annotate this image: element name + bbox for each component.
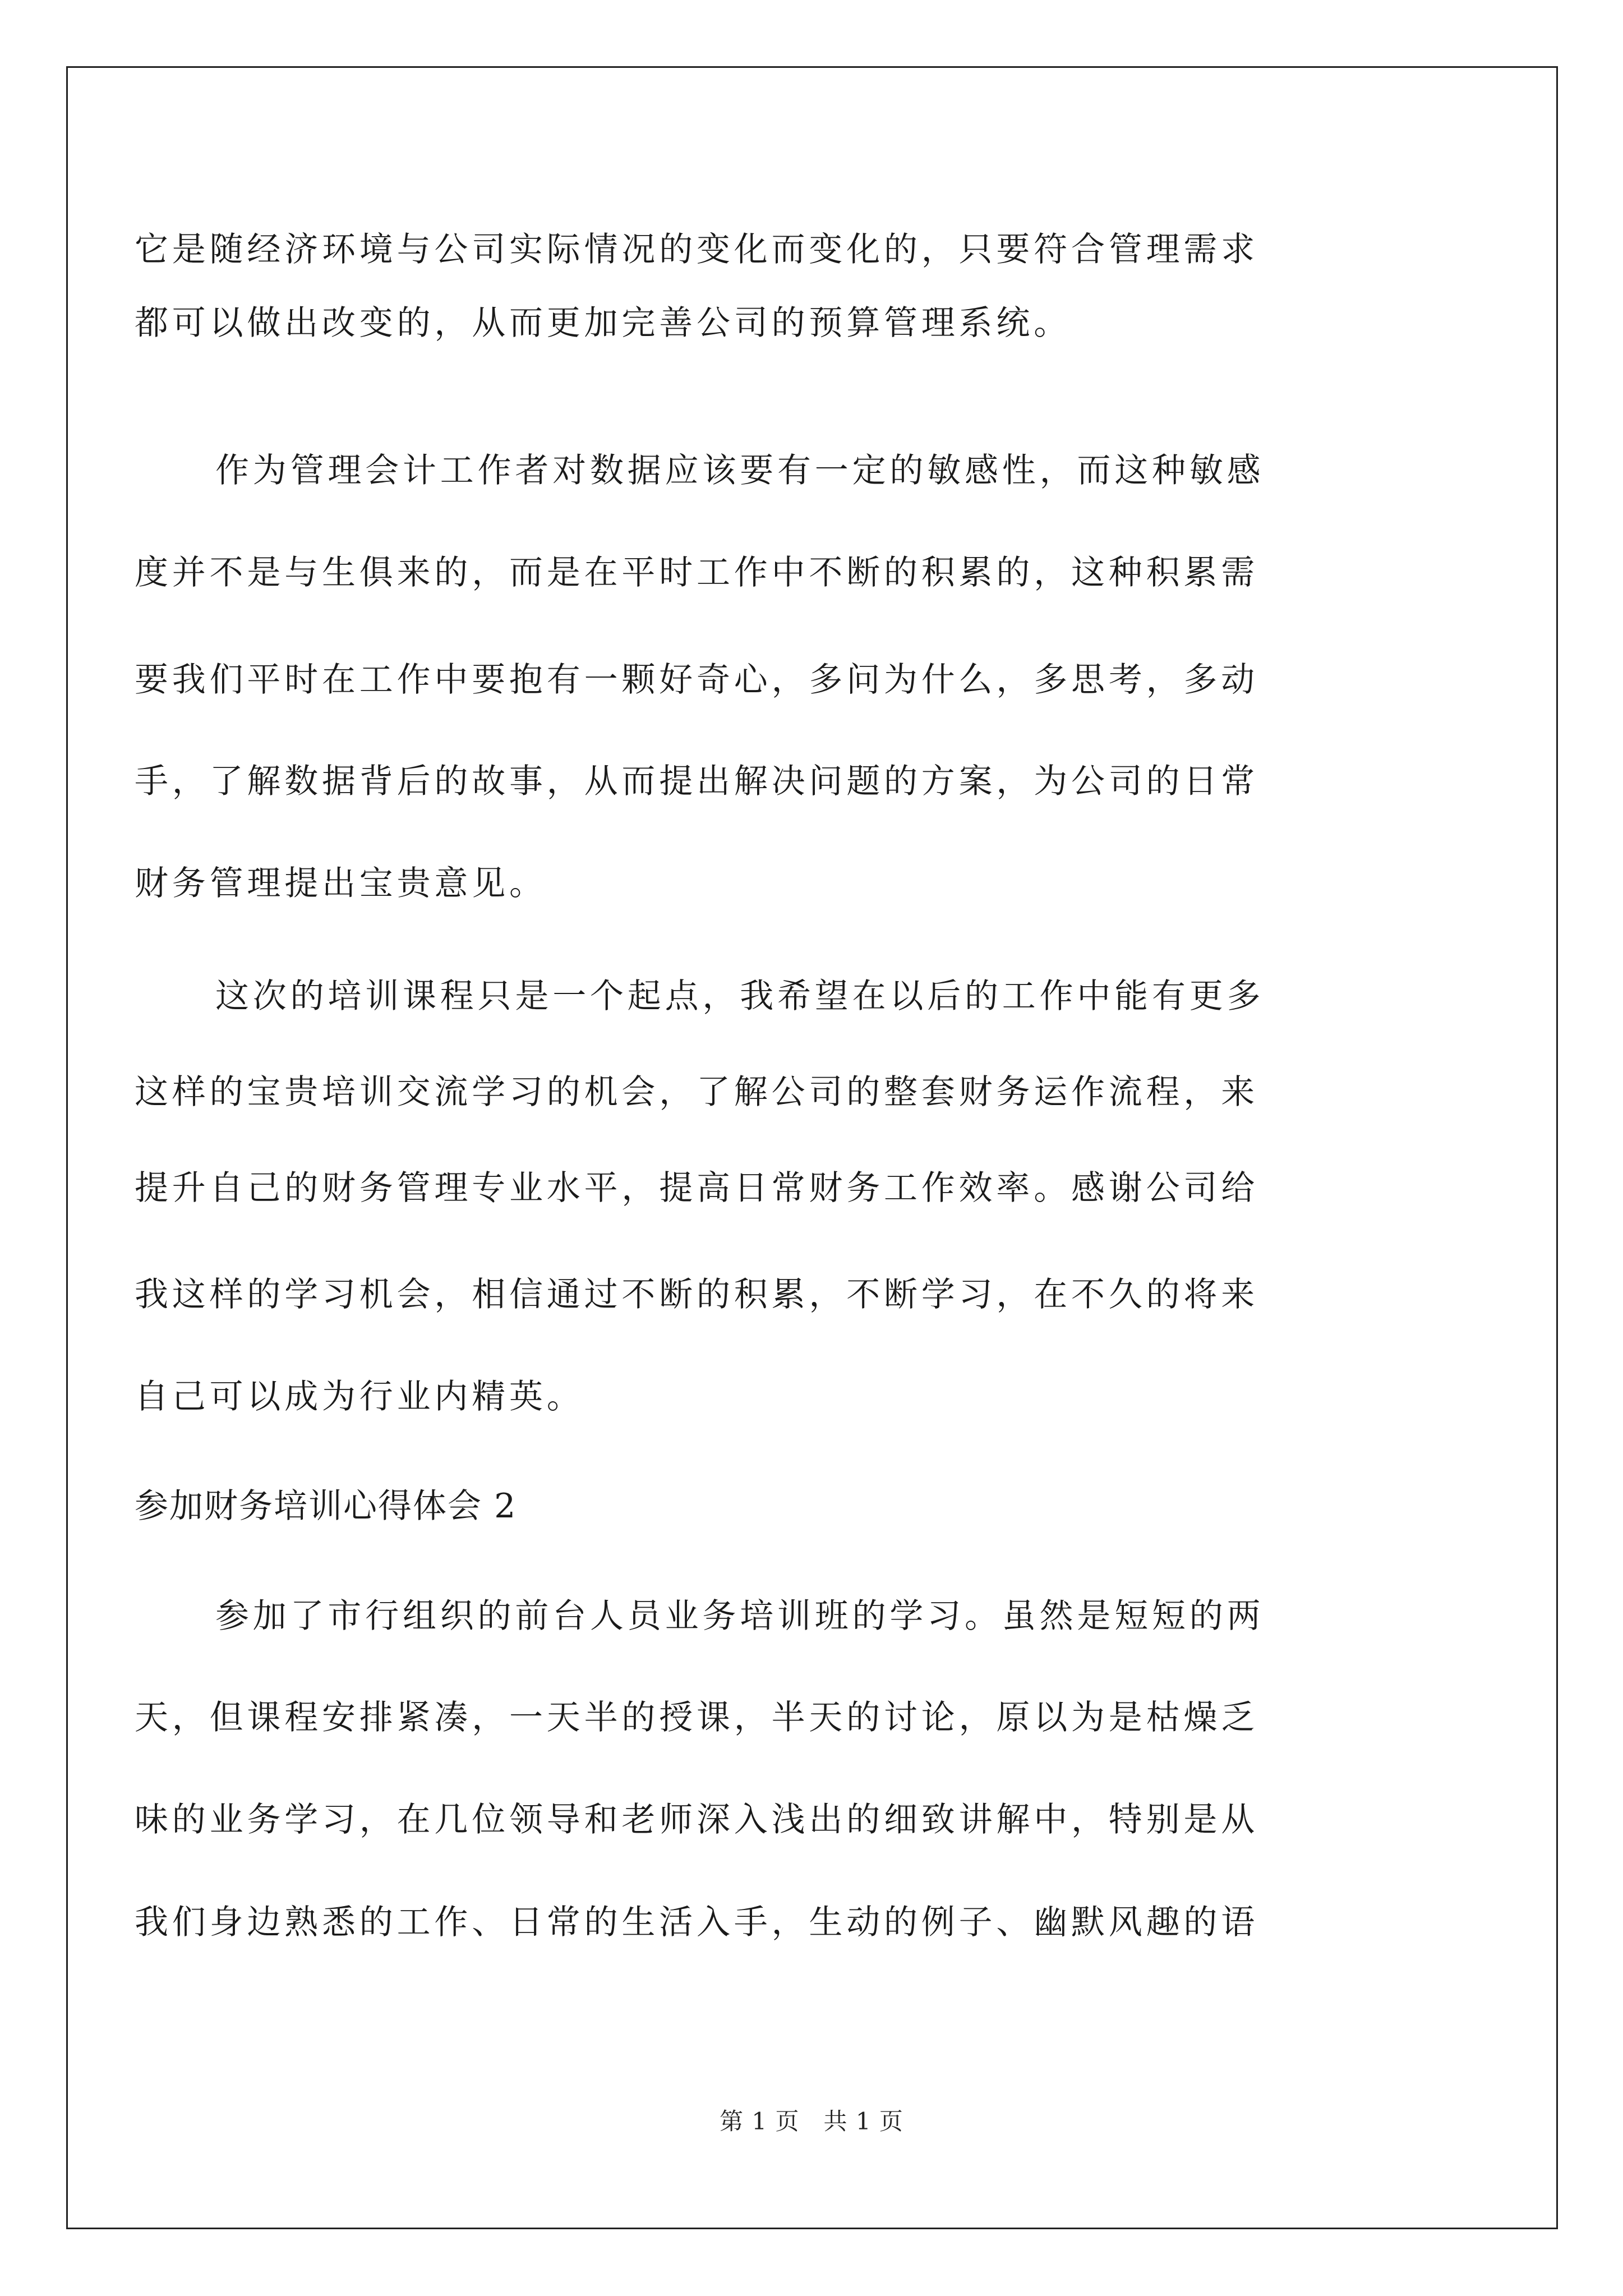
text-line: 味的业务学习，在几位领导和老师深入浅出的细致讲解中，特别是从 <box>135 1800 1258 1839</box>
text-line: 自己可以成为行业内精英。 <box>135 1377 584 1416</box>
text-line: 参加了市行组织的前台人员业务培训班的学习。虽然是短短的两 <box>215 1596 1265 1636</box>
text-line: 作为管理会计工作者对数据应该要有一定的敏感性，而这种敏感 <box>215 451 1265 490</box>
text-line: 它是随经济环境与公司实际情况的变化而变化的，只要符合管理需求 <box>135 230 1258 269</box>
text-line: 这次的培训课程只是一个起点，我希望在以后的工作中能有更多 <box>215 977 1265 1016</box>
text-line: 都可以做出改变的，从而更加完善公司的预算管理系统。 <box>135 303 1071 343</box>
text-line: 度并不是与生俱来的，而是在平时工作中不断的积累的，这种积累需 <box>135 553 1258 592</box>
text-line: 手，了解数据背后的故事，从而提出解决问题的方案，为公司的日常 <box>135 762 1258 801</box>
section-heading: 参加财务培训心得体会 2 <box>135 1487 517 1526</box>
text-line: 这样的宝贵培训交流学习的机会，了解公司的整套财务运作流程，来 <box>135 1073 1258 1112</box>
text-line: 我这样的学习机会，相信通过不断的积累，不断学习，在不久的将来 <box>135 1275 1258 1314</box>
text-line: 财务管理提出宝贵意见。 <box>135 864 547 903</box>
text-line: 提升自己的财务管理专业水平，提高日常财务工作效率。感谢公司给 <box>135 1168 1258 1208</box>
page-number-footer: 第 1 页 共 1 页 <box>720 2108 903 2135</box>
text-line: 天，但课程安排紧凑，一天半的授课，半天的讨论，原以为是枯燥乏 <box>135 1698 1258 1737</box>
text-line: 要我们平时在工作中要抱有一颗好奇心，多问为什么，多思考，多动 <box>135 660 1258 700</box>
text-line: 我们身边熟悉的工作、日常的生活入手，生动的例子、幽默风趣的语 <box>135 1903 1258 1942</box>
